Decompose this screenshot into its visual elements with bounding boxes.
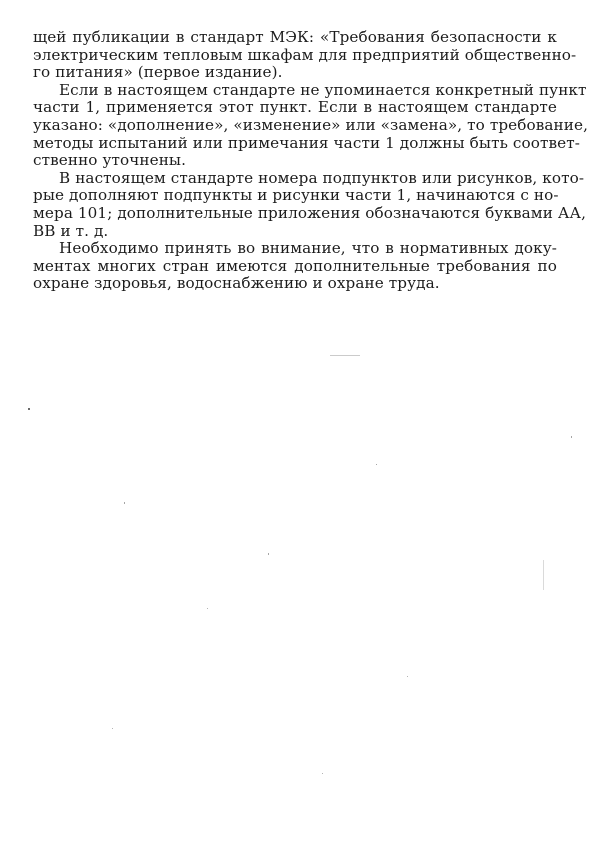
scan-speck — [207, 608, 208, 609]
text-line: В настоящем стандарте номера подпунктов или рисунков, кото- — [59, 168, 585, 187]
text-line: ментах многих стран имеются дополнительные требования по — [33, 256, 557, 275]
document-body — [33, 28, 588, 293]
text-line: мера 101; дополнительные приложения обозначаются буквами АА, — [33, 203, 586, 222]
scan-speck — [112, 728, 113, 729]
paragraph-3 — [33, 168, 586, 240]
text-line: Необходимо принять во внимание, что в нормативных доку- — [59, 239, 557, 258]
text-line: го питания» (первое издание). — [33, 63, 283, 82]
scan-speck — [268, 553, 269, 555]
scan-speck — [376, 464, 377, 465]
scan-speck — [322, 773, 323, 774]
scan-speck — [330, 355, 360, 356]
scan-speck — [28, 408, 30, 410]
paragraph-2 — [33, 80, 588, 170]
text-line: охране здоровья, водоснабжению и охране труда. — [33, 274, 440, 293]
paragraph-1 — [33, 28, 577, 82]
text-line: части 1, применяется этот пункт. Если в настоящем стандарте — [33, 98, 557, 117]
scan-speck — [124, 502, 125, 504]
text-line: щей публикации в стандарт МЭК: «Требования безопасности к — [33, 28, 557, 46]
scan-speck — [543, 560, 544, 590]
paragraph-4 — [33, 240, 557, 293]
text-line: указано: «дополнение», «изменение» или «замена», то требование, — [33, 115, 588, 134]
scan-speck — [407, 676, 408, 677]
text-line: рые дополняют подпункты и рисунки части 1, начинаются с но- — [33, 186, 559, 205]
scan-speck — [571, 436, 572, 438]
text-line: электрическим тепловым шкафам для предприятий общественно- — [33, 45, 577, 64]
text-line: Если в настоящем стандарте не упоминается конкретный пункт — [59, 80, 587, 99]
text-line: методы испытаний или примечания части 1 должны быть соответ- — [33, 133, 580, 152]
text-line: ственно уточнены. — [33, 151, 187, 170]
text-line: ВВ и т. д. — [33, 221, 109, 240]
